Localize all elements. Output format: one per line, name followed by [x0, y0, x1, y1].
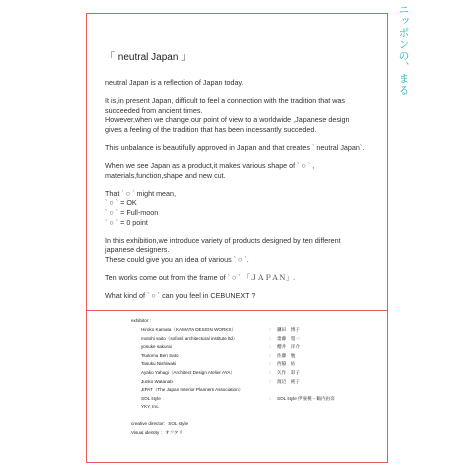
credits-footer [131, 420, 381, 437]
paragraph [105, 273, 377, 283]
credits-block [131, 317, 381, 437]
exhibitor-japanese-name: 矢作 彩子 [277, 370, 300, 376]
main-text-block [105, 52, 377, 309]
paragraph-line: These could give you an idea of various ` ○ `. [105, 254, 249, 264]
exhibitor-separator: ： [269, 344, 274, 350]
exhibitor-name: JIPAT（The Japan Interior Planners Association） [141, 387, 244, 393]
paragraph-line: ` ○ ` = OK [105, 198, 137, 208]
document-heading: 「 neutral Japan 」 [105, 52, 192, 63]
exhibitor-list [131, 326, 381, 412]
document-card [86, 13, 388, 463]
paragraph [105, 291, 377, 301]
paragraph-line: japanese designers. [105, 245, 170, 255]
paragraph [105, 189, 377, 227]
paragraph-line: ` ○ ` = Full-moon [105, 207, 159, 217]
paragraph-line: However,when we change our point of view to a worldwide ,Japanese design [105, 115, 350, 125]
exhibitor-name: SOL style [141, 395, 161, 401]
paragraph-line: materials,function,shape and new cut. [105, 170, 226, 180]
exhibitor-name: Hiroko Kamata（KAMATA DESIGN WORKS） [141, 327, 237, 333]
exhibitor-row [131, 386, 381, 395]
paragraph [105, 78, 377, 88]
paragraph-line: neutral Japan is a reflection of Japan today. [105, 78, 244, 87]
vertical-title: ニッポンの、まる [397, 4, 410, 96]
exhibitor-name: Tasuku Nishiwaki [141, 361, 177, 367]
exhibitor-row [131, 326, 381, 335]
paragraph-line: This unbalance is beautifully approved in Japan and that creates ` neutral Japan`. [105, 142, 365, 152]
exhibitor-japanese-name: 櫻井 洋介 [277, 344, 300, 350]
exhibitor-separator: ： [269, 352, 274, 358]
exhibitor-label: exhibitor : [131, 318, 151, 323]
exhibitor-row [131, 378, 381, 387]
exhibitor-row [131, 352, 381, 361]
paragraph-line: ` ○ ` = 0 point [105, 217, 148, 227]
exhibitor-japanese-name: 鎌田 博子 [277, 327, 300, 333]
exhibitor-row [131, 403, 381, 412]
exhibitor-separator: ： [269, 335, 274, 341]
section-divider [87, 310, 387, 311]
exhibitor-row [131, 360, 381, 369]
paragraph-line: What kind of ` ○ ` can you feel in CEBUNEXT ? [105, 291, 256, 300]
exhibitor-japanese-name: SOL style 伊豪桃・鶴内由奈 [277, 395, 335, 401]
exhibitor-japanese-name: 渡辺 純子 [277, 378, 300, 384]
exhibitor-japanese-name: 齋藤 寛一 [277, 335, 300, 341]
exhibitor-row [131, 343, 381, 352]
exhibitor-row [131, 395, 381, 404]
exhibitor-name: Tsutomu Ben Sato [141, 352, 179, 358]
exhibitor-name: motohi saito（sofosil architectural institute ltd） [141, 335, 238, 341]
exhibitor-name: YKY, Inc. [141, 404, 160, 410]
paragraph-list [105, 78, 377, 301]
exhibitor-name: Ayako Yahagi（Architect Design Atelier AYA） [141, 370, 236, 376]
exhibitor-japanese-name: 佐藤 勉 [277, 352, 296, 358]
exhibitor-name: yosuke sakurai [141, 344, 172, 350]
paragraph-line: When we see Japan as a product,it makes various shape of ` ○ ` , [105, 161, 315, 171]
visual-identity-line: Visual identity ：オフタリ [131, 429, 184, 435]
exhibitor-separator: ： [269, 327, 274, 333]
paragraph [105, 236, 377, 265]
paragraph-line: That ` ○ ` might mean, [105, 188, 177, 198]
exhibitor-separator: ： [269, 395, 274, 401]
exhibitor-row [131, 369, 381, 378]
exhibitor-row [131, 335, 381, 344]
paragraph-line: It is,in present Japan, difficult to feel a connection with the tradition that was [105, 96, 345, 106]
paragraph [105, 143, 377, 153]
creative-director-line: creative director：SOL style [131, 421, 189, 427]
exhibitor-name: Junko Watanab [141, 378, 173, 384]
exhibitor-separator: ： [269, 370, 274, 376]
paragraph-line: succeeded from ancient times. [105, 105, 203, 115]
exhibitor-japanese-name: 西脇 佑 [277, 361, 296, 367]
exhibitor-separator: ： [269, 361, 274, 367]
paragraph [105, 161, 377, 180]
paragraph-line: Ten works come out from the frame of ` ○ ` 「ＪＡＰＡＮ」. [105, 272, 296, 282]
exhibitor-separator: ： [269, 378, 274, 384]
paragraph-line: In this exhibition,we introduce variety of products designed by ten different [105, 235, 341, 245]
paragraph [105, 96, 377, 134]
paragraph-line: gives a feeling of the tradition that has been incessantly succeded. [105, 124, 317, 134]
